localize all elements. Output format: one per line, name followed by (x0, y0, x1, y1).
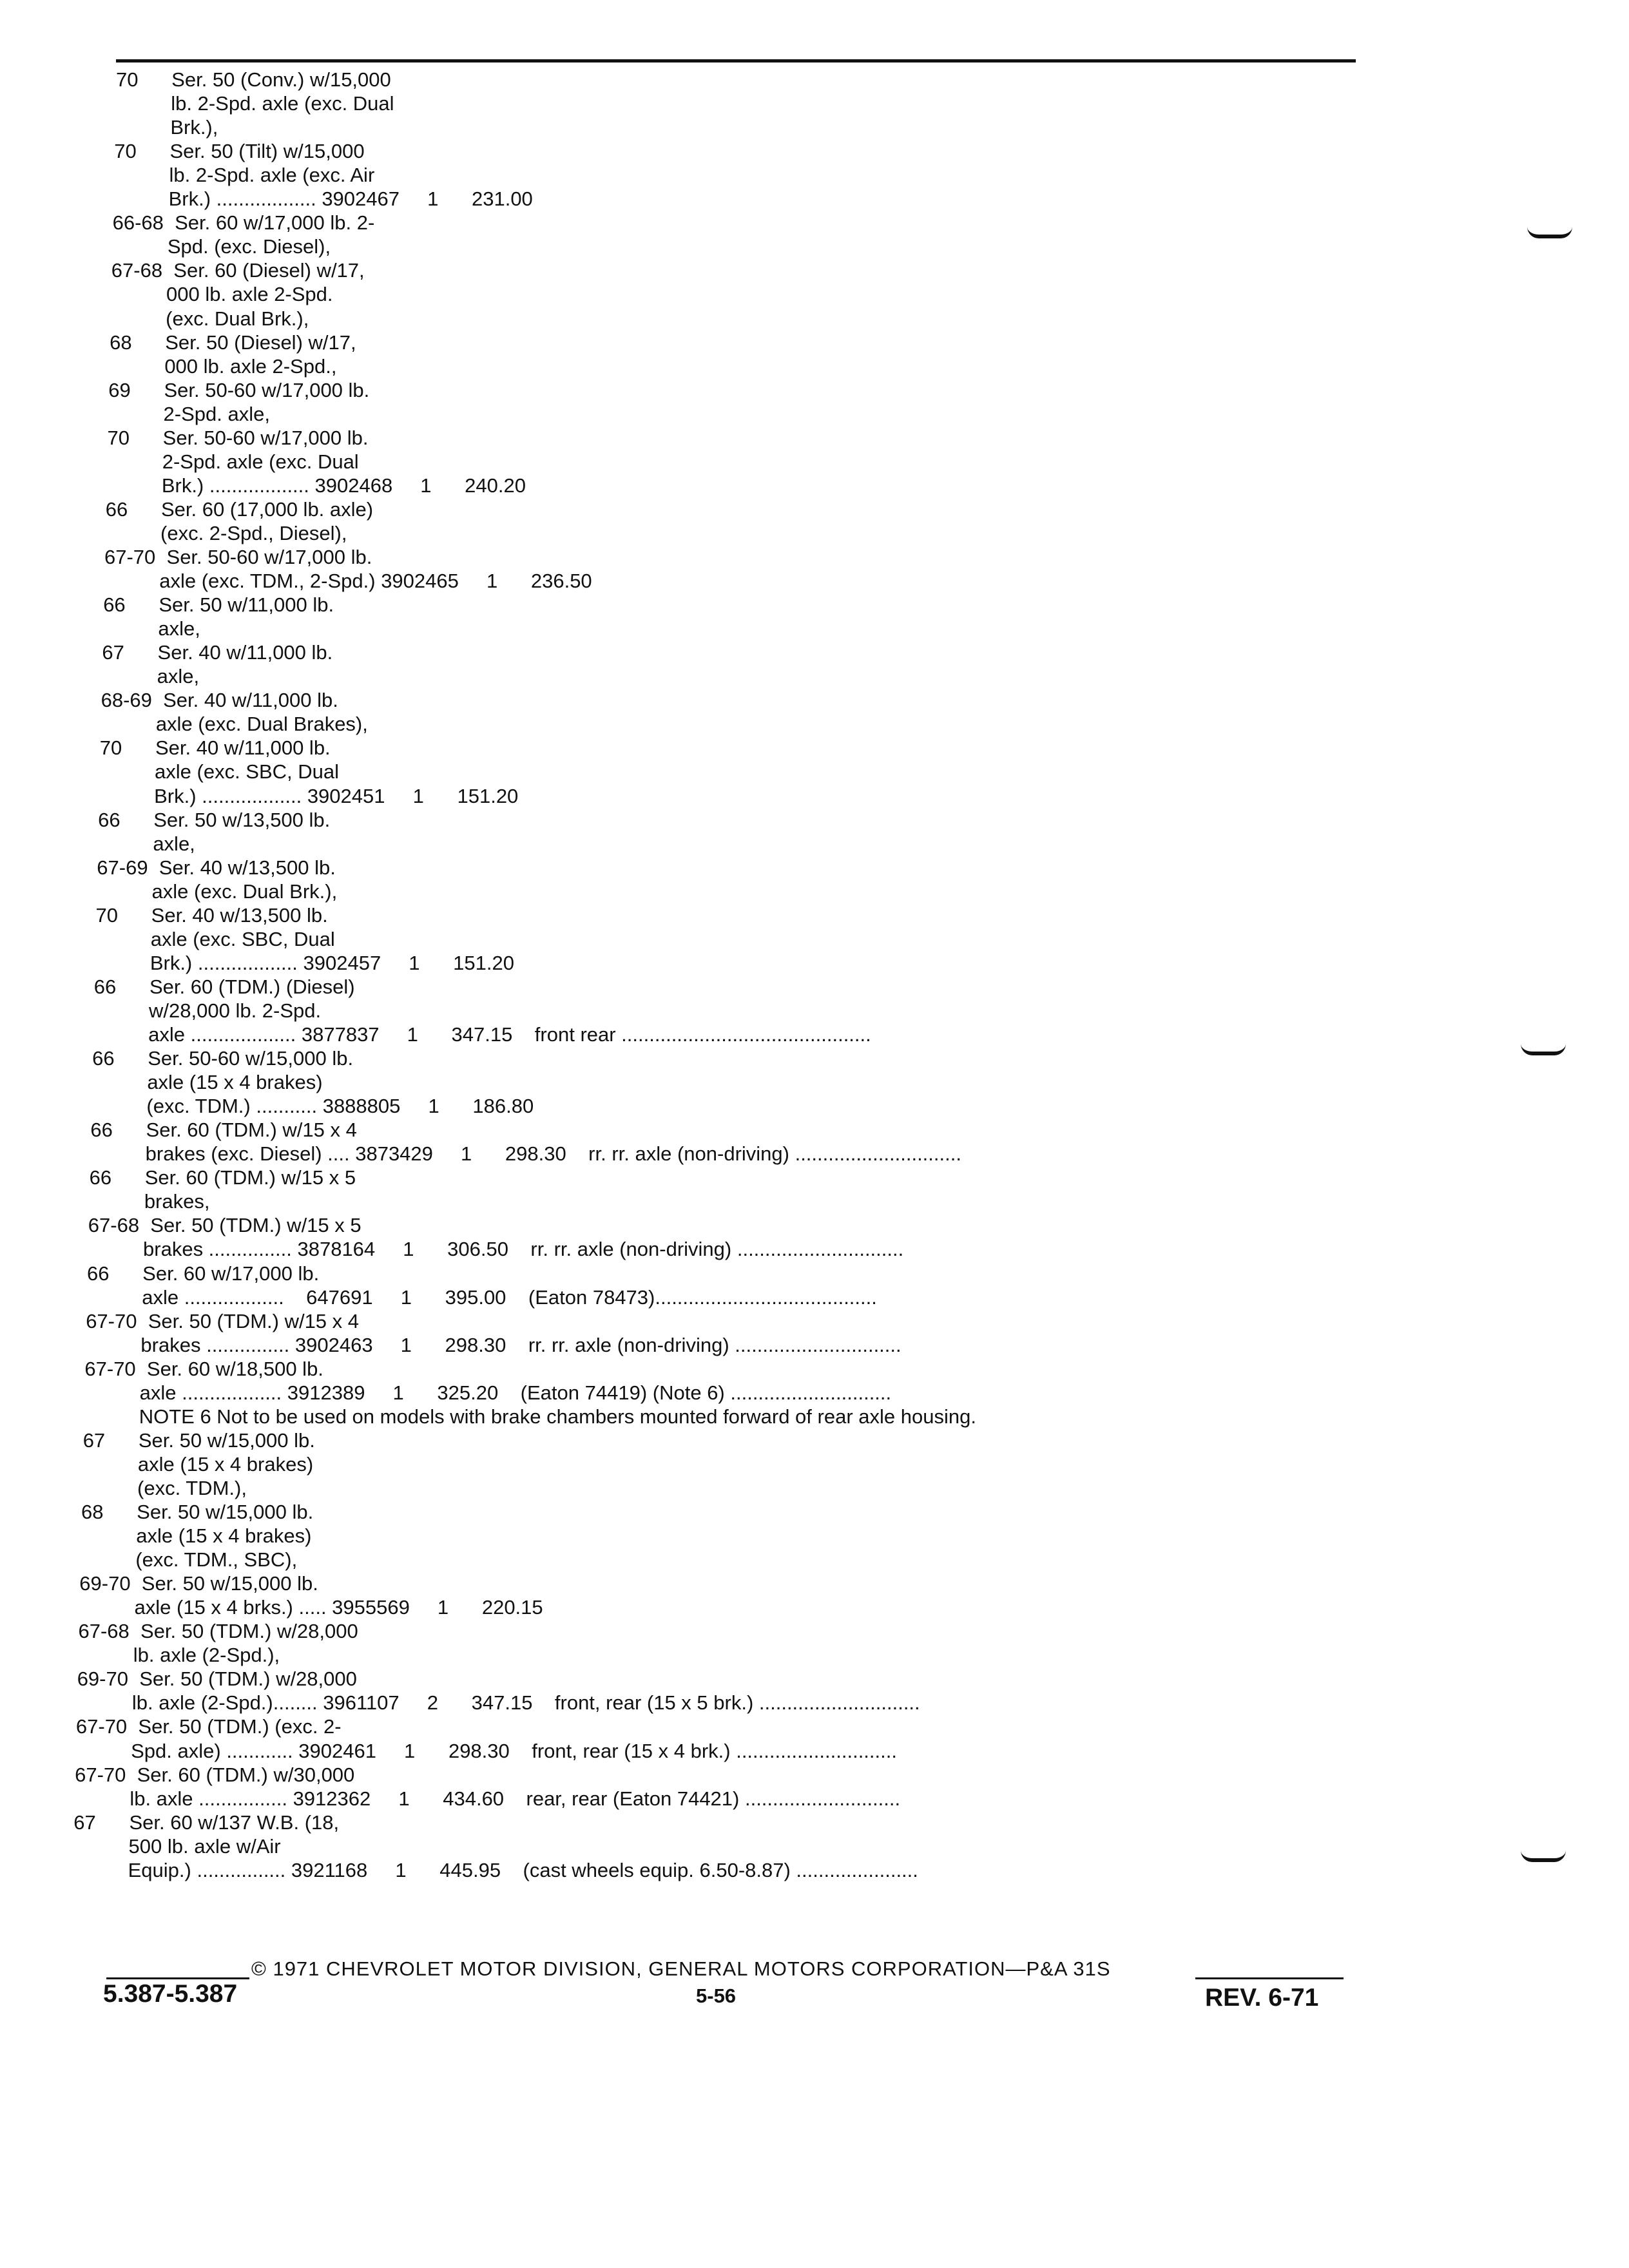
listing-line: 66-68 Ser. 60 w/17,000 lb. 2- (112, 211, 375, 235)
listing-line: (exc. TDM.), (81, 1476, 247, 1499)
listing-line: 70 Ser. 40 w/11,000 lb. (99, 736, 331, 760)
listing-line: (exc. TDM., SBC), (80, 1548, 298, 1571)
listing-line: axle ................... 3877837 1 347.15 front rear ............................................. (93, 1023, 871, 1046)
revision-label: REV. 6-71 (1205, 1984, 1319, 2012)
listing-line: lb. axle (2-Spd.)........ 3961107 2 347.15 front, rear (15 x 5 brk.) ............................. (76, 1691, 920, 1715)
listing-line: lb. axle (2-Spd.), (77, 1644, 280, 1667)
listing-line: 69-70 Ser. 50 (TDM.) w/28,000 (77, 1667, 357, 1691)
listing-line: 67 Ser. 40 w/11,000 lb. (102, 641, 333, 664)
listing-line: Spd. axle) ............ 3902461 1 298.30 front, rear (15 x 4 brk.) ............................. (75, 1739, 897, 1762)
listing-line: axle (exc. Dual Brakes), (100, 713, 368, 736)
listing-line: Brk.) .................. 3902467 1 231.00 (113, 187, 533, 211)
binder-mark (1527, 227, 1572, 238)
listing-line: Brk.) .................. 3902451 1 151.20 (99, 784, 519, 807)
listing-line: axle .................. 3912389 1 325.20 (Eaton 74419) (Note 6) ............................. (84, 1381, 892, 1404)
listing-line: 68-69 Ser. 40 w/11,000 lb. (101, 689, 338, 712)
listing-line: axle (15 x 4 brakes) (92, 1071, 323, 1094)
listing-line: lb. 2-Spd. axle (exc. Dual (115, 92, 394, 115)
listing-line: 500 lb. axle w/Air (73, 1834, 281, 1858)
listing-line: 67-70 Ser. 50 (TDM.) w/15 x 4 (86, 1309, 360, 1332)
listing-line: axle, (97, 832, 195, 855)
listing-line: Brk.) .................. 3902468 1 240.20 (106, 474, 526, 497)
listing-line: 66 Ser. 60 w/17,000 lb. (87, 1262, 320, 1285)
listing-line: 70 Ser. 50 (Tilt) w/15,000 (114, 140, 365, 163)
listing-line: brakes, (88, 1190, 210, 1213)
listing-line: 68 Ser. 50 (Diesel) w/17, (110, 331, 356, 354)
listing-line: 66 Ser. 50-60 w/15,000 lb. (92, 1047, 354, 1070)
listing-line: 70 Ser. 40 w/13,500 lb. (95, 903, 328, 927)
listing-line: axle (15 x 4 brakes) (82, 1452, 314, 1475)
reference-code: 5.387-5.387 (103, 1980, 238, 2008)
listing-line: 67-69 Ser. 40 w/13,500 lb. (97, 856, 336, 879)
listing-line: Brk.), (115, 116, 218, 139)
listing-line: 66 Ser. 60 (TDM.) w/15 x 4 (90, 1119, 357, 1142)
listing-line: 67 Ser. 60 w/137 W.B. (18, (73, 1811, 340, 1834)
listing-line: axle (exc. TDM., 2-Spd.) 3902465 1 236.50 (104, 570, 592, 593)
listing-line: axle (exc. SBC, Dual (99, 760, 340, 783)
listing-line: w/28,000 lb. 2-Spd. (93, 999, 322, 1022)
listing-line: 66 Ser. 50 w/11,000 lb. (103, 593, 334, 617)
listing-line: 000 lb. axle 2-Spd. (110, 283, 333, 306)
listing-line: 66 Ser. 60 (17,000 lb. axle) (105, 497, 374, 521)
binder-mark (1521, 1044, 1566, 1055)
binder-mark (1521, 1850, 1566, 1862)
listing-line: 2-Spd. axle, (108, 402, 270, 425)
listing-line: 67-68 Ser. 50 (TDM.) w/28,000 (78, 1620, 358, 1643)
listing-line: brakes ............... 3902463 1 298.30 rr. rr. axle (non-driving) .............................. (85, 1333, 901, 1356)
listing-line: 67-70 Ser. 60 (TDM.) w/30,000 (75, 1763, 355, 1786)
page-number: 5-56 (696, 1984, 737, 2007)
listing-line: axle, (101, 665, 200, 688)
listing-line: axle (15 x 4 brakes) (81, 1524, 312, 1548)
footer-rule-left (106, 1977, 249, 1979)
top-rule (116, 59, 1356, 62)
listing-line: (exc. TDM.) ........... 3888805 1 186.80 (91, 1095, 534, 1118)
listing-line: NOTE 6 Not to be used on models with brake chambers mounted forward of rear axle housing. (83, 1405, 976, 1428)
listing-line: 69 Ser. 50-60 w/17,000 lb. (108, 378, 370, 401)
listing-line: 67-68 Ser. 50 (TDM.) w/15 x 5 (88, 1214, 361, 1237)
listing-line: (exc. 2-Spd., Diesel), (104, 521, 347, 544)
listing-line: 66 Ser. 50 w/13,500 lb. (98, 808, 331, 831)
listing-line: 67-68 Ser. 60 (Diesel) w/17, (111, 259, 365, 282)
listing-line: 67-70 Ser. 50-60 w/17,000 lb. (104, 546, 372, 568)
listing-line: brakes (exc. Diesel) .... 3873429 1 298.30 rr. rr. axle (non-driving) .............................. (90, 1142, 961, 1166)
listing-line: 70 Ser. 50-60 w/17,000 lb. (107, 426, 369, 449)
listing-line: lb. 2-Spd. axle (exc. Air (113, 164, 375, 187)
listing-line: 66 Ser. 60 (TDM.) w/15 x 5 (89, 1166, 356, 1189)
listing-line: 70 Ser. 50 (Conv.) w/15,000 (116, 68, 391, 91)
footer-rule-right (1195, 1977, 1344, 1979)
listing-line: (exc. Dual Brk.), (110, 307, 309, 330)
listing-line: 2-Spd. axle (exc. Dual (106, 450, 359, 473)
listing-line: Spd. (exc. Diesel), (111, 235, 331, 258)
listing-line: 68 Ser. 50 w/15,000 lb. (81, 1501, 314, 1523)
listing-line: 67-70 Ser. 50 (TDM.) (exc. 2- (75, 1715, 342, 1738)
listing-line: lb. axle ................ 3912362 1 434.60 rear, rear (Eaton 74421) ............................ (74, 1787, 901, 1810)
listing-line: Brk.) .................. 3902457 1 151.20 (94, 951, 514, 974)
listing-line: axle, (102, 617, 200, 640)
listing-line: axle (exc. SBC, Dual (95, 927, 335, 950)
listing-line: 67-70 Ser. 60 w/18,500 lb. (84, 1357, 323, 1380)
copyright-line: © 1971 CHEVROLET MOTOR DIVISION, GENERAL MOTORS CORPORATION—P&A 31S (251, 1957, 1111, 1980)
listing-line: axle (15 x 4 brks.) ..... 3955569 1 220.15 (79, 1596, 543, 1619)
listing-line: brakes ............... 3878164 1 306.50 rr. rr. axle (non-driving) .............................. (87, 1238, 904, 1261)
listing-line: axle (exc. Dual Brk.), (96, 879, 338, 903)
listing-line: 67 Ser. 50 w/15,000 lb. (82, 1428, 315, 1452)
listing-line: 69-70 Ser. 50 w/15,000 lb. (79, 1572, 318, 1595)
listing-line: 66 Ser. 60 (TDM.) (Diesel) (93, 975, 355, 998)
listing-line: Equip.) ................ 3921168 1 445.95 (cast wheels equip. 6.50-8.87) ...................... (72, 1858, 918, 1881)
listing-line: 000 lb. axle 2-Spd., (109, 354, 337, 378)
listing-line: axle .................. 647691 1 395.00 (Eaton 78473)........................................ (86, 1285, 877, 1309)
